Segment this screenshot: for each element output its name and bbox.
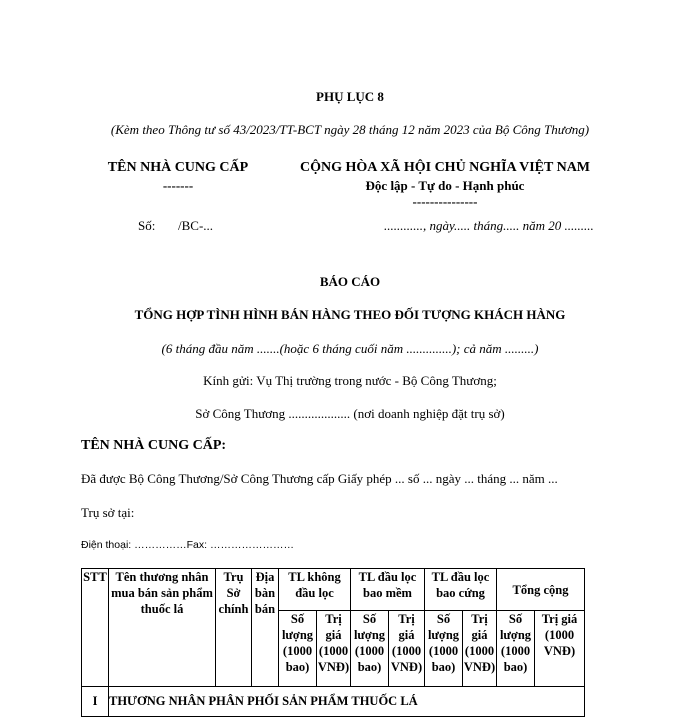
section-1-number: I (82, 687, 109, 717)
subheader-quantity: Số lượng (1000 bao) (425, 611, 463, 687)
report-period: (6 tháng đầu năm .......(hoặc 6 tháng cuối năm ..............); cả năm .........) (161, 341, 539, 356)
header-trader-name: Tên thương nhân mua bán sản phẩm thuốc lá (109, 569, 216, 687)
country-name: CỘNG HÒA XÃ HỘI CHỦ NGHĨA VIỆT NAM (300, 160, 591, 175)
address-line: Trụ sở tại: (81, 505, 135, 520)
header-filtered-soft-pack: TL đầu lọc bao mềm (351, 569, 425, 611)
document-number-value: /BC-... (178, 218, 214, 233)
supplier-name-label: TÊN NHÀ CUNG CẤP (107, 160, 249, 175)
contact-line: Điện thoại: ……………Fax: …………………… (81, 539, 294, 551)
header-sales-area: Địa bàn bán (252, 569, 279, 687)
appendix-title: PHỤ LỤC 8 (316, 89, 384, 104)
report-title: BÁO CÁO (319, 274, 381, 289)
subheader-value: Trị giá (1000 VNĐ) (317, 611, 351, 687)
subheader-quantity: Số lượng (1000 bao) (279, 611, 317, 687)
header-stt: STT (82, 569, 109, 687)
header-headquarters: Trụ Sở chính (216, 569, 252, 687)
header-unfiltered-cigarettes: TL không đầu lọc (279, 569, 351, 611)
motto-dashes: --------------- (412, 194, 478, 209)
subheader-value: Trị giá (1000 VNĐ) (389, 611, 425, 687)
appendix-subtitle: (Kèm theo Thông tư số 43/2023/TT-BCT ngày 28 tháng 12 năm 2023 của Bộ Công Thương) (110, 122, 590, 137)
document-number-label: Số: (138, 218, 156, 233)
header-filtered-hard-pack: TL đầu lọc bao cứng (425, 569, 497, 611)
date-line: ............, ngày..... tháng..... năm 20 ......... (384, 218, 594, 233)
national-motto: Độc lập - Tự do - Hạnh phúc (365, 178, 525, 193)
report-subtitle: TỔNG HỢP TÌNH HÌNH BÁN HÀNG THEO ĐỐI TƯỢNG KHÁCH HÀNG (134, 307, 566, 322)
subheader-value: Trị giá (1000 VNĐ) (463, 611, 497, 687)
header-total: Tổng cộng (497, 569, 585, 611)
recipient-line-1: Kính gửi: Vụ Thị trường trong nước - Bộ Công Thương; (203, 373, 497, 388)
subheader-quantity: Số lượng (1000 bao) (351, 611, 389, 687)
subheader-quantity: Số lượng (1000 bao) (497, 611, 535, 687)
sales-report-table (81, 568, 585, 717)
recipient-line-2: Sở Công Thương ................... (nơi doanh nghiệp đặt trụ sở) (195, 406, 505, 421)
subheader-value: Trị giá (1000 VNĐ) (535, 611, 585, 687)
section-1-label: THƯƠNG NHÂN PHÂN PHỐI SẢN PHẨM THUỐC LÁ (109, 687, 585, 717)
supplier-dashes: ------- (162, 178, 194, 193)
supplier-info-heading: TÊN NHÀ CUNG CẤP: (81, 438, 227, 453)
license-line: Đã được Bộ Công Thương/Sở Công Thương cấp Giấy phép ... số ... ngày ... tháng ... năm ... (81, 471, 558, 486)
